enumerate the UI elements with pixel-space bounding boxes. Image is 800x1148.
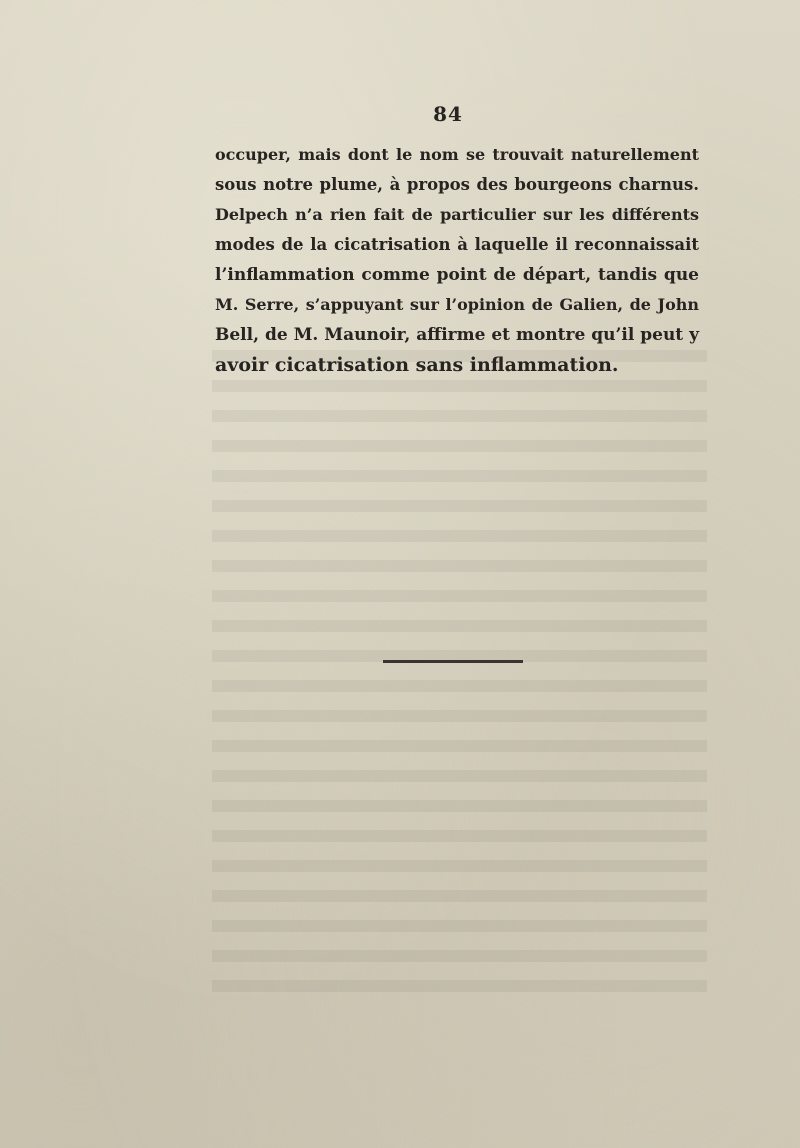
body-paragraph: [215, 140, 699, 380]
bleed-through-texture: [212, 340, 707, 1000]
text-line: sous notre plume, à propos des bourgeons charnus.: [215, 175, 699, 194]
text-line: M. Serre, s’appuyant sur l’opinion de Galien, de John: [215, 295, 699, 314]
text-line: Delpech n’a rien fait de particulier sur les différents: [215, 205, 699, 224]
text-line: occuper, mais dont le nom se trouvait naturellement: [215, 145, 699, 164]
text-line: modes de la cicatrisation à laquelle il reconnaissait: [215, 235, 699, 254]
page-number: 84: [433, 102, 463, 126]
text-line: l’inflammation comme point de départ, tandis que: [215, 265, 699, 285]
text-line: avoir cicatrisation sans inflammation.: [215, 354, 619, 376]
section-divider-rule: [383, 660, 523, 663]
text-line: Bell, de M. Maunoir, affirme et montre qu’il peut y: [215, 325, 699, 345]
